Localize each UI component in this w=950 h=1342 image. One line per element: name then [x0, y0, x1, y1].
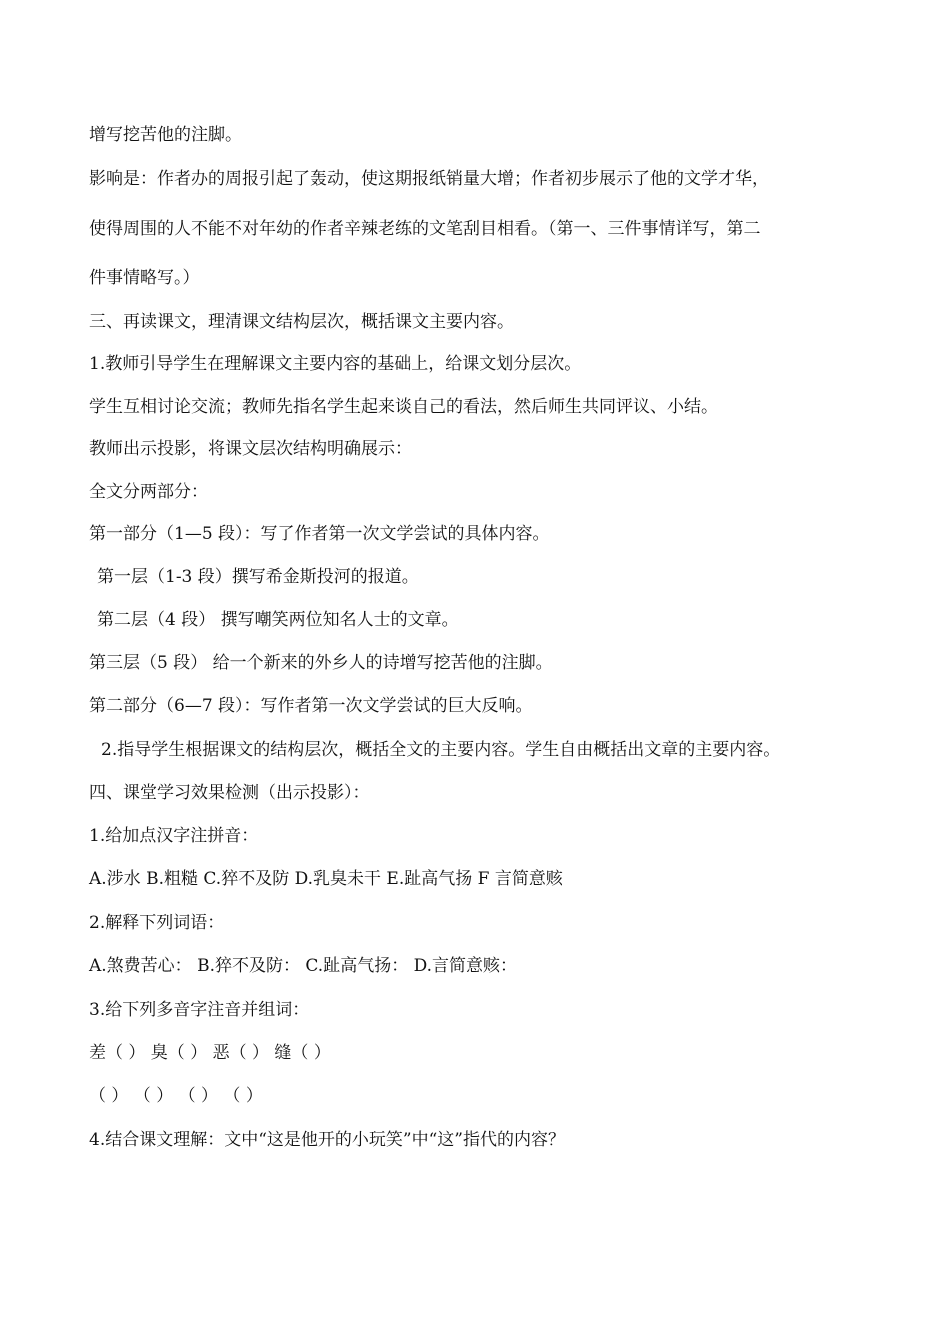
- text-line: 学生互相讨论交流；教师先指名学生起来谈自己的看法，然后师生共同评议、小结。: [89, 397, 718, 417]
- text-line: 全文分两部分：: [89, 482, 208, 502]
- text-line: 增写挖苦他的注脚。: [89, 125, 242, 145]
- question-line: A.煞费苦心： B.猝不及防： C.趾高气扬： D.言简意赅：: [89, 956, 518, 976]
- section-heading: 四、课堂学习效果检测（出示投影）：: [89, 783, 370, 803]
- text-line: 件事情略写。）: [89, 268, 200, 288]
- text-line: 第三层（5 段） 给一个新来的外乡人的诗增写挖苦他的注脚。: [89, 653, 553, 673]
- text-line: 第二部分（6—7 段）：写作者第一次文学尝试的巨大反响。: [89, 696, 533, 716]
- question-line: 2.解释下列词语：: [89, 913, 225, 933]
- question-line: A.涉水 B.粗糙 C.猝不及防 D.乳臭未干 E.趾高气扬 F 言简意赅: [89, 869, 563, 889]
- text-line: 2.指导学生根据课文的结构层次，概括全文的主要内容。学生自由概括出文章的主要内容。: [101, 740, 781, 760]
- question-line: 4.结合课文理解：文中“这是他开的小玩笑”中“这”指代的内容？: [89, 1130, 565, 1150]
- text-line: 第二层（4 段） 撰写嘲笑两位知名人士的文章。: [97, 610, 459, 630]
- question-line: 1.给加点汉字注拼音：: [89, 826, 259, 846]
- question-line: 差（ ） 臭（ ） 恶（ ） 缝（ ）: [89, 1043, 331, 1063]
- text-line: 1.教师引导学生在理解课文主要内容的基础上，给课文划分层次。: [89, 354, 582, 374]
- text-line: 使得周围的人不能不对年幼的作者辛辣老练的文笔刮目相看。（第一、三件事情详写，第二: [89, 219, 761, 239]
- text-line: 教师出示投影，将课文层次结构明确展示：: [89, 439, 412, 459]
- text-line: 第一部分（1—5 段）：写了作者第一次文学尝试的具体内容。: [89, 524, 550, 544]
- text-line: 第一层（1-3 段）撰写希金斯投河的报道。: [97, 567, 419, 587]
- question-line: 3.给下列多音字注音并组词：: [89, 1000, 310, 1020]
- text-line: 影响是：作者办的周报引起了轰动，使这期报纸销量大增；作者初步展示了他的文学才华，: [89, 169, 769, 189]
- section-heading: 三、再读课文，理清课文结构层次，概括课文主要内容。: [89, 312, 514, 332]
- question-line: （ ） （ ） （ ） （ ）: [89, 1086, 263, 1106]
